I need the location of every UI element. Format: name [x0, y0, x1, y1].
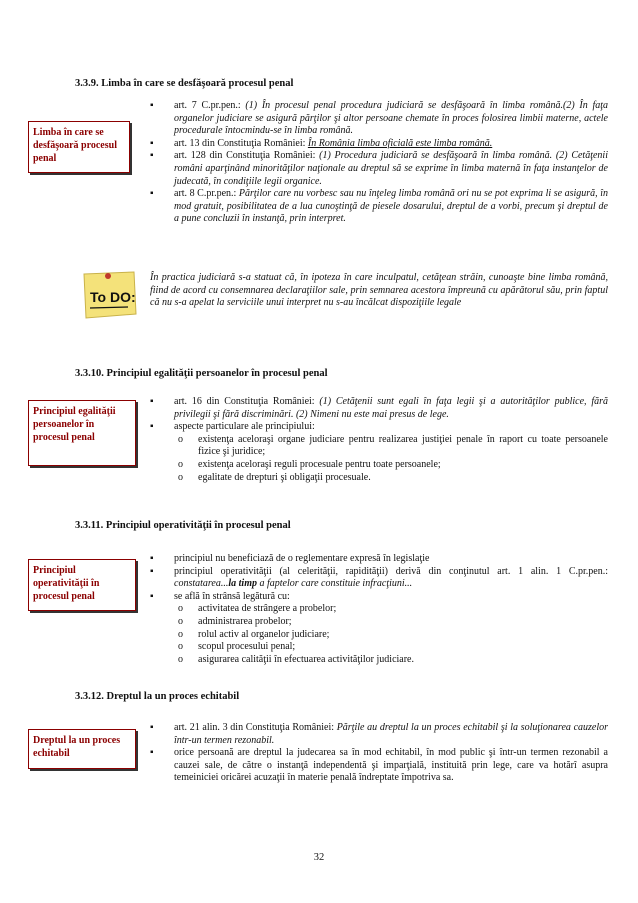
- margin-box-egalitate: Principiul egalităţii persoanelor în procesul penal: [28, 400, 136, 466]
- bullet-lead: art. 16 din Constituţia României:: [174, 396, 320, 407]
- bullet-lead: art. 8 C.pr.pen.:: [174, 188, 239, 200]
- sub-list-item: o egalitate de drepturi şi obligaţii procesuale.: [174, 472, 608, 485]
- sub-list-item: o administrarea probelor;: [174, 616, 608, 629]
- list-item: [150, 566, 608, 591]
- list-item: [150, 100, 608, 138]
- practice-note: În practica judiciară s-a statuat că, în ipoteza în care inculpatul, cetăţean străin, cunoaşte bine limba română, fiind de acord cu consemnarea declaraţiilor sale, prin semnarea acestora împreună cu apărătorul său, prin faptul că nu s-a apelat la serviciile unui interpret nu s-au încălcat dispoziţiile legale: [150, 272, 608, 309]
- section-heading-3-3-11: 3.3.11. Principiul operativităţii în procesul penal: [75, 520, 291, 531]
- list-item: [150, 591, 608, 667]
- bullet-quote: (1) Procedura judiciară se desfăşoară în limba română. (2) Cetăţenii români aparţinând minorităţilor naţionale au dreptul să se exprime în limba maternă în faţa instanţelor de judecată, în condiţiile legii organice.: [174, 150, 608, 187]
- list-item: [150, 396, 608, 421]
- bullet-lead: art. 7 C.pr.pen.:: [174, 100, 246, 111]
- bullet-text: se află în strânsă legătură cu:: [174, 590, 290, 602]
- list-item: ▪ orice persoană are dreptul la judecarea sa în mod echitabil, în mod public şi într-un termen rezonabil a cauzei sale, de către o instanţă independentă şi imparţială, instituită prin lege, care va hotărî asupra temeiniciei oricărei acuzaţii în materie penală îndreptate împotriva sa.: [150, 747, 608, 785]
- margin-box-operativitate: Principiul operativităţii în procesul penal: [28, 559, 136, 611]
- sub-list-item: o existenţa aceloraşi reguli procesuale pentru toate persoanele;: [174, 459, 608, 472]
- section-heading-3-3-9: 3.3.9. Limba în care se desfăşoară procesul penal: [75, 78, 294, 89]
- bullet-quote: În România limba oficială este limba română.: [307, 137, 493, 149]
- bullet-lead: art. 128 din Constituţia României:: [174, 150, 320, 162]
- sub-list-item: o existenţa aceloraşi organe judiciare pentru realizarea justiţiei penale în raport cu toate persoanele fizice şi juridice;: [174, 434, 608, 459]
- bullet-list-operativitate: [150, 553, 608, 666]
- bullet-lead: art. 21 alin. 3 din Constituţia României:: [174, 722, 337, 733]
- bullet-lead: principiul operativităţii (al celerităţii, rapidităţii) derivă din conţinutul art. 1 alin. 1 C.pr.pen.:: [174, 565, 608, 577]
- section-heading-3-3-10: 3.3.10. Principiul egalităţii persoanelor în procesul penal: [75, 368, 328, 379]
- bullet-quote: (1) Cetăţenii sunt egali în faţa legii şi a autorităţilor publice, fără privilegii şi fără discriminări. (2) Nimeni nu este mai presus de lege.: [174, 396, 608, 420]
- bullet-quote: a faptelor care constituie infracţiuni...: [256, 578, 413, 590]
- list-item: [150, 188, 608, 226]
- margin-box-proces-echitabil: Dreptul la un proces echitabil: [28, 729, 136, 769]
- sub-list-item: o rolul activ al organelor judiciare;: [174, 629, 608, 642]
- bullet-text: aspecte particulare ale principiului:: [174, 421, 315, 433]
- bullet-lead: art. 13 din Constituţia României:: [174, 137, 308, 149]
- todo-label: To DO:: [90, 289, 136, 305]
- sub-list-item: o asigurarea calităţii în efectuarea activităţilor judiciare.: [174, 654, 608, 667]
- bullet-list-limba: [150, 100, 608, 226]
- section-heading-3-3-12: 3.3.12. Dreptul la un proces echitabil: [75, 691, 240, 702]
- list-item: ▪ principiul nu beneficiază de o reglementare expresă în legislaţie: [150, 553, 608, 566]
- bullet-quote: Părţile au dreptul la un proces echitabil şi la soluţionarea cauzelor într-un termen rezonabil.: [174, 722, 609, 746]
- sub-list: [174, 434, 608, 484]
- list-item: [150, 150, 608, 188]
- bullet-quote: constatarea...: [174, 578, 229, 590]
- sub-list-item: o scopul procesului penal;: [174, 641, 608, 654]
- list-item: [150, 138, 608, 151]
- bullet-emphasis: la timp: [228, 578, 257, 590]
- margin-box-limba: Limba în care se desfăşoară procesul penal: [28, 121, 130, 173]
- page-number: 32: [313, 852, 325, 863]
- bullet-quote: Părţilor care nu vorbesc sau nu înţeleg limba română ori nu se pot exprima li se asigură, în mod gratuit, posibilitatea de a lua cunoştinţă de piesele dosarului, dreptul de a vorbi, precum şi dreptul de a pune concluzii în instanţă, prin interpret.: [174, 188, 608, 225]
- bullet-quote: (1) În procesul penal procedura judiciară se desfăşoară în limba română.(2) În faţa organelor judiciare se asigură părţilor şi altor persoane chemate în proces folosirea limbii materne, actele procedurale întocmindu-se în limba română.: [174, 100, 609, 137]
- bullet-list-egalitate: [150, 396, 608, 484]
- list-item: [150, 421, 608, 484]
- list-item: [150, 722, 608, 747]
- sub-list-item: o activitatea de strângere a probelor;: [174, 603, 608, 616]
- todo-sticky-note-icon: [78, 270, 140, 320]
- sub-list: [174, 603, 608, 666]
- bullet-list-proces-echitabil: [150, 722, 608, 785]
